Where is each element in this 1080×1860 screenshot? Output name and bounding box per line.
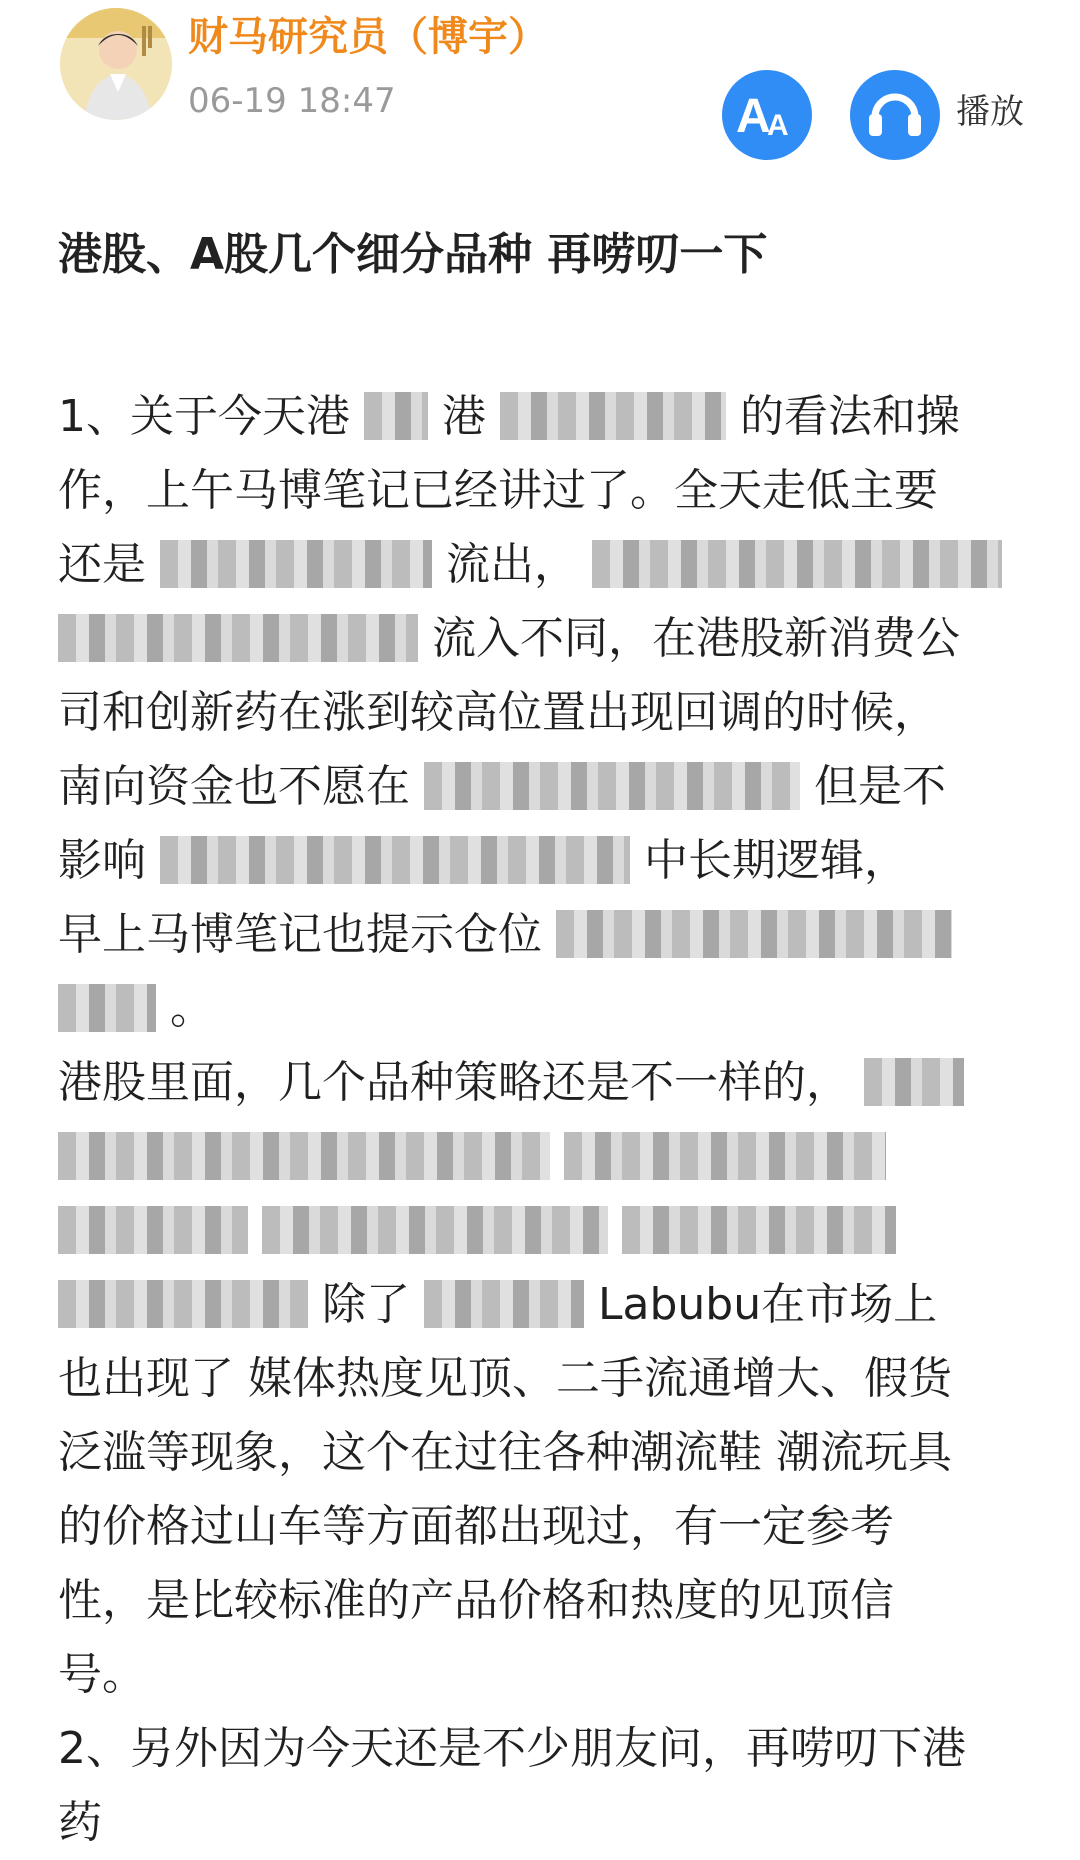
blurred-text [424, 1280, 584, 1328]
blurred-text [556, 910, 952, 958]
blurred-text [58, 1132, 550, 1180]
font-size-icon [736, 88, 798, 142]
text-line: 还是 流出， [58, 528, 1002, 602]
play-label[interactable]: 播放 [956, 92, 1024, 132]
blurred-text [160, 540, 432, 588]
blurred-text [58, 1206, 248, 1254]
author-name[interactable]: 财马研究员（博宇） [188, 14, 548, 60]
blurred-text [592, 540, 1002, 588]
text-line: 司和创新药在涨到较高位置出现回调的时候， [58, 687, 938, 738]
svg-text:A: A [767, 109, 789, 142]
text-line: 性，是比较标准的产品价格和热度的见顶信 [58, 1575, 894, 1626]
blurred-text [262, 1206, 608, 1254]
text-line: 。 [58, 972, 214, 1046]
text-line: 早上马博笔记也提示仓位 [58, 898, 952, 972]
blurred-text [58, 984, 156, 1032]
avatar[interactable] [60, 8, 172, 120]
blurred-text [622, 1206, 896, 1254]
text-line: 药 [58, 1797, 102, 1848]
text-line: 南向资金也不愿在 但是不 [58, 761, 946, 812]
blurred-text [864, 1058, 964, 1106]
text-line: 也出现了 媒体热度见顶、二手流通增大、假货 [58, 1353, 952, 1404]
post-title: 港股、A股几个细分品种 再唠叨一下 [58, 229, 768, 280]
blurred-text [564, 1132, 886, 1180]
text-line: 2、另外因为今天还是不少朋友问，再唠叨下港 [58, 1723, 966, 1774]
text-line: 流入不同，在港股新消费公 [58, 602, 960, 676]
text-line [58, 1194, 896, 1268]
text-line: 1、关于今天港 港 的看法和操 [58, 391, 960, 442]
text-line: 影响 中长期逻辑， [58, 835, 908, 886]
avatar-image [60, 8, 172, 120]
text-line: 号。 [58, 1649, 146, 1700]
text-line [58, 1120, 886, 1194]
blurred-text [160, 836, 630, 884]
blurred-text [500, 392, 726, 440]
blurred-text [58, 614, 418, 662]
play-button[interactable] [850, 70, 940, 160]
svg-text:A: A [736, 90, 771, 142]
text-line: 泛滥等现象，这个在过往各种潮流鞋 潮流玩具 [58, 1427, 952, 1478]
text-line: 作，上午马博笔记已经讲过了。全天走低主要 [58, 465, 938, 516]
blurred-text [424, 762, 800, 810]
blurred-text [364, 392, 428, 440]
blurred-text [58, 1280, 308, 1328]
text-line: 的价格过山车等方面都出现过，有一定参考 [58, 1501, 894, 1552]
text-line: 除了 Labubu在市场上 [58, 1268, 937, 1342]
font-size-button[interactable] [722, 70, 812, 160]
text-line: 港股里面，几个品种策略还是不一样的， [58, 1046, 964, 1120]
post-time: 06-19 18:47 [188, 81, 396, 121]
headphones-icon [865, 87, 925, 143]
